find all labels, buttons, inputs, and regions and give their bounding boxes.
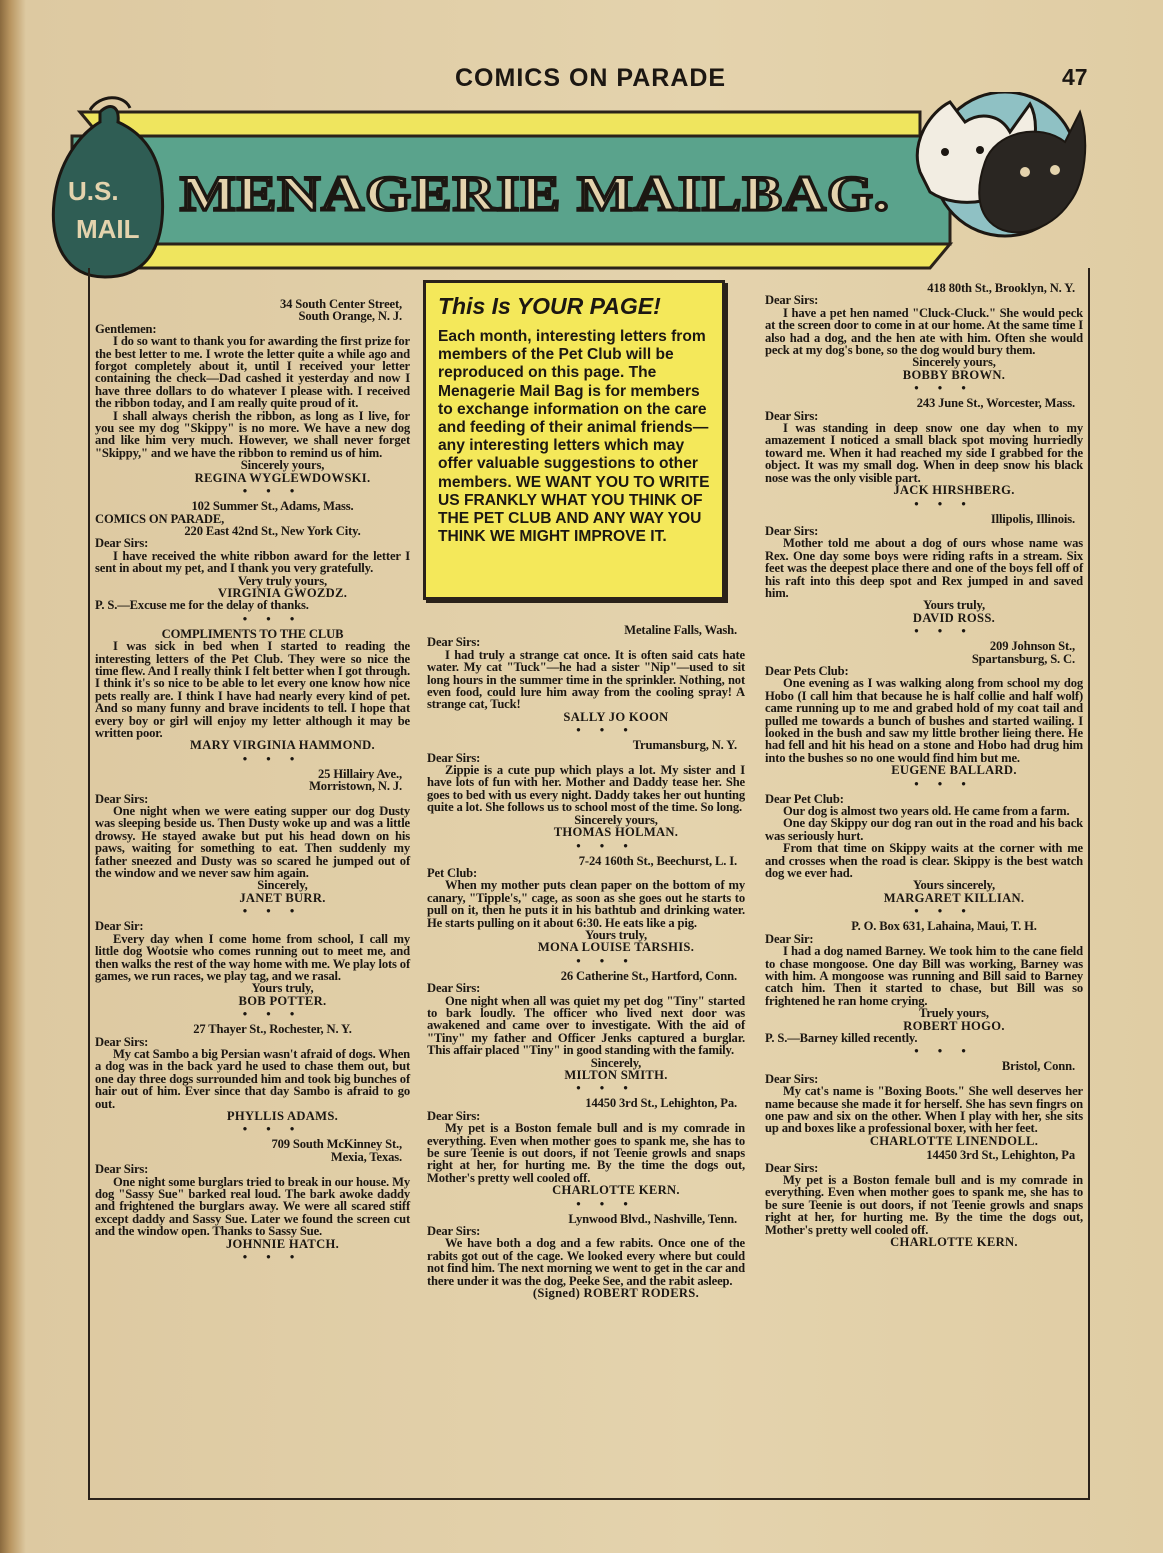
letter-address: Trumansburg, N. Y.: [632, 738, 737, 753]
letter-greeting: Dear Sirs:: [95, 791, 149, 806]
letter-holman: [427, 739, 745, 838]
letter-body: My pet is a Boston female bull and is my comrade in everything. Even when mother goes to spank me, she has to be sure Teenie is out doors, if not Teenie growls and snaps right at her, for hurting me. By the time the dogs out, Mother's pretty well cooled off.: [765, 1173, 1083, 1237]
letter-greeting: Dear Sirs:: [427, 1224, 481, 1239]
separator-dots: • • •: [242, 484, 303, 499]
letter-body: My cat's name is "Boxing Boots." She well deserves her name because she made it for herself. She has sevn fingrs on one paw and six on the other. When I play with her, she sits up and boxes like a professional boxer, with her feet.: [765, 1084, 1083, 1136]
letter-greeting: Dear Sirs:: [427, 635, 481, 650]
separator-dots: • • •: [576, 723, 636, 738]
letter-signature: THOMAS HOLMAN.: [553, 825, 679, 840]
letter-signature: JANET BURR.: [239, 890, 326, 905]
letter-address: 27 Thayer St., Rochester, N. Y.: [193, 1022, 352, 1037]
letter-body: From that time on Skippy waits at the corner with me and crosses when the road is clear. Skippy is the best watch dog we ever had.: [765, 841, 1083, 881]
letter-closing: Sincerely,: [257, 878, 308, 893]
letter-body: Zippie is a cute pup which plays a lot. My sister and I have lots of fun with her. Mother and Daddy tease her. She goes to bed with us every night. Daddy takes her out hunting quite a lot. She follows us to school most of the time. So long.: [427, 763, 745, 815]
letter-address: Lynwood Blvd., Nashville, Tenn.: [568, 1211, 737, 1226]
letter-address: 102 Summer St., Adams, Mass.: [191, 499, 354, 514]
letter-address: 418 80th St., Brooklyn, N. Y.: [927, 281, 1075, 295]
letter-body: One night some burglars tried to break in our house. My dog "Sassy Sue" barked real loud. The bark awoke daddy and frightened the burglars away. We were all scared stiff except daddy and Sassy Sue. Later we found the screen cut and the window open. Thanks to Sassy Sue.: [95, 1174, 410, 1239]
column-2: [427, 624, 745, 1302]
letter-greeting: Dear Sirs:: [427, 981, 481, 996]
magazine-title: COMICS ON PARADE: [455, 64, 727, 92]
letter-signature: BOB POTTER.: [238, 993, 327, 1008]
column-1: [95, 298, 410, 1266]
separator-dots: • • •: [242, 611, 303, 626]
letter-greeting: Dear Sir:: [765, 931, 814, 946]
letter-signature: MONA LOUISE TARSHIS.: [537, 940, 695, 955]
letter-body: I have a pet hen named "Cluck-Cluck." She would peck at the screen door to come in at our home. At the same time I also had a dog, and the hen ate with him. Often she would peck at my dog's bone, so the dog would bury them.: [765, 305, 1083, 358]
letter-closing: Yours truly,: [251, 981, 314, 996]
letter-address: Metaline Falls, Wash.: [624, 623, 737, 637]
letter-roders: [427, 1213, 745, 1300]
letter-body: One evening as I was walking along from school my dog Hobo (I call him that because he is half collie and half wolf) came running up to me and grabed hold of my coat tail and pulled me towards a bunch of bushes and started wailing. I looked in the bush and saw my little brother lieing there. He had fell and hit his head on a stone and Hobo had drug him into the bushes so no one would find him but me.: [765, 676, 1083, 765]
letter-signature: CHARLOTTE KERN.: [552, 1183, 680, 1198]
letter-address: Bristol, Conn.: [1001, 1059, 1075, 1074]
letter-signature: JACK HIRSHBERG.: [893, 483, 1015, 498]
letter-heading: COMPLIMENTS TO THE CLUB: [161, 626, 344, 641]
letter-ballard: [765, 640, 1083, 776]
letter-recipient: COMICS ON PARADE,: [95, 511, 225, 526]
letter-greeting: Pet Club:: [427, 865, 478, 880]
letter-address: 34 South Center Street,: [279, 297, 402, 311]
letter-body: I had truly a strange cat once. It is often said cats hate water. My cat "Tuck"—he had a sister "Nip"—used to sit long hours in the summer time in the sprinkler. Nothing, not even food, could lure him away from the cooling spray! A strange cat, Tuck!: [427, 647, 745, 712]
letter-killian: [765, 793, 1083, 905]
separator-dots: • • •: [914, 381, 974, 396]
letter-signature: BOBBY BROWN.: [902, 367, 1006, 382]
letter-address: Mexia, Texas.: [330, 1149, 402, 1164]
letter-greeting: Dear Sir:: [95, 919, 144, 934]
letter-potter: [95, 920, 410, 1007]
letter-adams: [95, 1023, 410, 1122]
separator-dots: • • •: [576, 1196, 636, 1211]
letter-signature: CHARLOTTE LINENDOLL.: [869, 1133, 1039, 1148]
letter-greeting: Dear Sirs:: [765, 408, 819, 423]
letter-address: 209 Johnson St.,: [989, 639, 1075, 654]
letter-hirshberg: [765, 397, 1083, 496]
letter-address: 243 June St., Worcester, Mass.: [916, 396, 1075, 411]
letter-signature: DAVID ROSS.: [912, 610, 996, 625]
letter-body: I shall always cherish the ribbon, as long as I live, for you see my dog "Skippy" is no more. We have a new dog and like him very much. However, we shall never forget "Skippy," and we have the ribbon to remind us of him.: [95, 408, 410, 460]
letter-body: We have both a dog and a few rabits. Once one of the rabits got out of the cage. We looked every where but could not find him. The next morning we went to get in the car and there under it was the dog, Peeke See, and the rabit asleep.: [427, 1236, 745, 1288]
letter-address: 25 Hillairy Ave.,: [318, 766, 402, 781]
letter-greeting: Gentlemen:: [95, 321, 157, 336]
letter-body: Every day when I come home from school, I call my little dog Wootsie who comes running out to meet me, and then walks the rest of the way home with me. We play lots of games, we run races, we play tag, and we rasal.: [95, 931, 410, 983]
letter-greeting: Dear Sirs:: [765, 1160, 819, 1175]
letter-wyglewdowski: [95, 298, 410, 484]
letter-signature: REGINA WYGLEWDOWSKI.: [194, 470, 371, 485]
letter-address: P. O. Box 631, Lahaina, Maui, T. H.: [851, 919, 1037, 934]
letter-body: When my mother puts clean paper on the bottom of my canary, "Tipple's," cage, as soon as she goes out he starts to pull on it, then he puts it in his bathtub and drinking water. He starts pulling on it about 6:30. He eats like a pig.: [427, 878, 745, 930]
letter-body: My pet is a Boston female bull and is my comrade in everything. Even when mother goes to spank me, she has to be sure Teenie is out doors, if not Teenie growls and snaps right at her, for hurting me. By the time the dogs out, Mother's pretty well cooled off.: [427, 1121, 745, 1185]
letter-body: Our dog is almost two years old. He came from a farm.: [783, 804, 1070, 819]
letter-closing: Yours truly,: [923, 598, 985, 613]
letter-address: 14450 3rd St., Lehighton, Pa: [926, 1148, 1075, 1163]
letter-body: I had a dog named Barney. We took him to the cane field to chase mongoose. One day Bill was working, Barney was with him. A mongoose was running and Bill said to Barney catch him. Then it started to chase, but Bill was so frightened he ran home crying.: [765, 944, 1083, 1008]
promo-body: Each month, interesting letters from members of the Pet Club will be reproduced on this page. The Menagerie Mail Bag is for members to exchange information on the care and feeding of their animal friends—any interesting letters which may offer valuable suggestions to other members. WE WANT YOU TO WRITE US FRANKLY WHAT YOU THINK OF THE PET CLUB AND ANY WAY YOU THINK WE MIGHT IMPROVE IT.: [438, 328, 710, 546]
promo-title: This Is YOUR PAGE!: [438, 293, 661, 319]
letter-greeting: Dear Sirs:: [95, 1034, 149, 1049]
menagerie-mailbag-banner: [50, 92, 1100, 295]
letter-closing: Sincerely yours,: [912, 355, 996, 370]
letter-burr: [95, 768, 410, 904]
separator-dots: • • •: [242, 1007, 303, 1022]
letter-body: One day Skippy our dog ran out in the road and his back was seriously hurt.: [765, 816, 1083, 843]
letter-koon: [427, 624, 745, 723]
letter-address: Spartansburg, S. C.: [971, 651, 1075, 666]
letter-kern: [427, 1097, 745, 1196]
letter-hammond: [95, 628, 410, 752]
letter-greeting: Dear Sirs:: [95, 536, 149, 551]
letter-body: I do so want to thank you for awarding the first prize for the best letter to me. I wrote the letter quite a while ago and forgot completely about it, until I received your letter containing the check—Dad cashed it yesterday and now I have three dollars to do whatever I please with. I received the ribbon today, and I am really quite proud of it.: [95, 334, 410, 411]
letter-signature: JOHNNIE HATCH.: [225, 1236, 340, 1251]
separator-dots: • • •: [242, 904, 303, 919]
letter-greeting: Dear Sirs:: [765, 523, 819, 538]
letter-closing: Sincerely yours,: [240, 458, 325, 473]
letter-body: Mother told me about a dog of ours whose name was Rex. One day some boys were riding rafts in a stream. Six feet was the deepest place there and one of the boys fell off of his raft into this deep spot and Rex jumped in and saved him.: [765, 536, 1083, 600]
letter-body: I have received the white ribbon award for the letter I sent in about my pet, and I thank you very gratefully.: [95, 548, 410, 576]
letter-greeting: Dear Pets Club:: [765, 663, 849, 678]
separator-dots: • • •: [914, 776, 974, 791]
letter-brown: [765, 282, 1083, 381]
letter-address: 709 South McKinney St.,: [271, 1137, 402, 1152]
letter-kern-2: [765, 1149, 1083, 1248]
banner-title: MENAGERIE MAILBAG.: [180, 165, 890, 221]
separator-dots: • • •: [576, 953, 636, 968]
letter-smith: [427, 970, 745, 1082]
separator-dots: • • •: [576, 838, 636, 853]
letter-postscript: P. S.—Barney killed recently.: [765, 1030, 918, 1045]
page-number: 47: [1062, 64, 1088, 90]
letter-hatch: [95, 1138, 410, 1250]
letter-closing: Very truly yours,: [238, 573, 327, 588]
letter-linendoll: [765, 1060, 1083, 1147]
letter-closing: Sincerely yours,: [574, 812, 658, 827]
letter-address: 7-24 160th St., Beechurst, L. I.: [578, 853, 737, 868]
separator-dots: • • •: [914, 496, 974, 511]
letter-closing: Yours truly,: [585, 927, 647, 942]
letter-signature: MARGARET KILLIAN.: [883, 890, 1025, 905]
letter-closing: Yours sincerely,: [912, 878, 996, 893]
letter-signature: MILTON SMITH.: [564, 1068, 668, 1082]
letter-body: I was sick in bed when I started to reading the interesting letters of the Pet Club. They were so nice the time flew. And I really think I felt better when I got through. I think it's so nice to be able to let every one know how nice pets really are. I think I have had nearly every kind of pet. And so many funny and brave incidents to tell. I hope that every boy or girl will enjoy my letter although it may be written poor.: [95, 639, 410, 740]
letter-recipient-address: 220 East 42nd St., New York City.: [184, 523, 361, 538]
banner-illustration: [50, 92, 1100, 295]
separator-dots: • • •: [914, 624, 974, 639]
your-page-box: [423, 280, 725, 600]
letter-greeting: Dear Pet Club:: [765, 791, 844, 806]
letter-address: Morristown, N. J.: [309, 779, 402, 794]
letter-hogo: [765, 920, 1083, 1044]
letter-closing: Truely yours,: [919, 1006, 989, 1021]
letter-address: 26 Catherine St., Hartford, Conn.: [560, 968, 737, 983]
letter-greeting: Dear Sirs:: [427, 1108, 481, 1123]
letter-body: My cat Sambo a big Persian wasn't afraid of dogs. When a dog was in the back yard he used to chase them out, but one day three dogs surrounded him and took big bunches of hair out of him. Ever since that day Sambo is afraid to go out.: [95, 1046, 410, 1111]
separator-dots: • • •: [242, 1250, 303, 1265]
letter-body: I was standing in deep snow one day when to my amazement I noticed a small black spot moving hurriedly toward me. When it had reached my side I grabbed for the object. It was my small dog. When in deep snow his black nose was the only visible part.: [765, 421, 1083, 485]
letter-body: One night when all was quiet my pet dog "Tiny" started to bark loudly. The officer who lived next door was awakened and came over to investigate. With the aid of "Tiny" my father and Officer Jenks captured a burglar. This affair placed "Tiny" in good standing with the family.: [427, 993, 745, 1058]
bag-text-mail: MAIL: [76, 214, 140, 244]
letter-address: 14450 3rd St., Lehighton, Pa.: [585, 1096, 737, 1111]
letter-signature: (Signed) ROBERT RODERS.: [532, 1286, 700, 1301]
letter-greeting: Dear Sirs:: [765, 293, 819, 308]
letter-gwozdz: [95, 500, 410, 612]
letter-greeting: Dear Sirs:: [427, 750, 481, 765]
letter-signature: SALLY JO KOON: [563, 709, 669, 724]
separator-dots: • • •: [914, 1044, 974, 1059]
letter-closing: Sincerely,: [590, 1055, 642, 1070]
letter-address: Illipolis, Illinois.: [990, 511, 1075, 526]
letter-signature: PHYLLIS ADAMS.: [226, 1108, 339, 1123]
letter-signature: CHARLOTTE KERN.: [890, 1235, 1018, 1250]
letter-signature: VIRGINIA GWOZDZ.: [217, 585, 348, 600]
column-3: [765, 282, 1083, 1250]
letter-signature: EUGENE BALLARD.: [891, 763, 1017, 778]
letter-ross: [765, 513, 1083, 625]
letter-signature: ROBERT HOGO.: [903, 1018, 1005, 1033]
letter-tarshis: [427, 855, 745, 954]
separator-dots: • • •: [576, 1081, 636, 1096]
letter-signature: MARY VIRGINIA HAMMOND.: [190, 738, 375, 753]
bag-text-us: U.S.: [68, 176, 119, 206]
letter-address: South Orange, N. J.: [298, 309, 402, 324]
letter-greeting: Dear Sirs:: [95, 1162, 149, 1177]
separator-dots: • • •: [914, 904, 974, 919]
letter-greeting: Dear Sirs:: [765, 1071, 819, 1086]
separator-dots: • • •: [242, 751, 303, 766]
letter-postscript: P. S.—Excuse me for the delay of thanks.: [95, 598, 309, 613]
letter-body: One night when we were eating supper our dog Dusty was sleeping beside us. Then Dusty woke up and was a little drowsy. He stayed awake but put his head down on his paws, waiting for something to eat. Then suddenly my father sneezed and Dusty was so scared he jumped out of the window and we never saw him again.: [95, 804, 410, 881]
separator-dots: • • •: [242, 1122, 303, 1137]
